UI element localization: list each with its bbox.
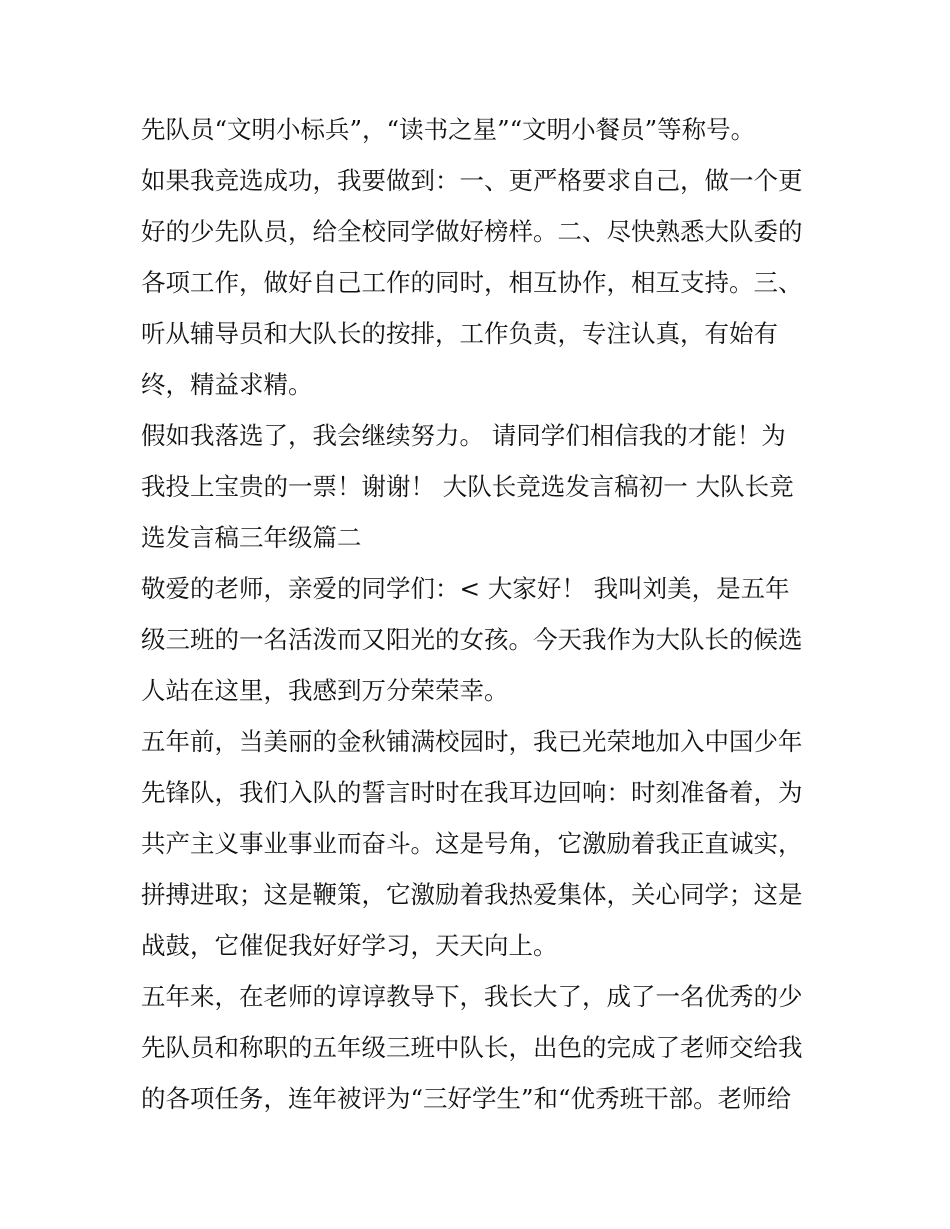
text-line: 先队员和称职的五年级三班中队长，出色的完成了老师交给我 xyxy=(141,1033,803,1062)
text-line: 敬爱的老师，亲爱的同学们：< 大家好！ 我叫刘美，是五年 xyxy=(141,574,790,603)
text-line: 选发言稿三年级篇二 xyxy=(141,523,362,552)
text-line: 先锋队，我们入队的誓言时时在我耳边回响：时刻准备着，为 xyxy=(141,778,803,807)
document-body xyxy=(141,104,821,1124)
text-line: 好的少先队员，给全校同学做好榜样。二、尽快熟悉大队委的 xyxy=(141,217,803,246)
text-line: 五年前，当美丽的金秋铺满校园时，我已光荣地加入中国少年 xyxy=(141,727,803,756)
text-line: 听从辅导员和大队长的按排，工作负责，专注认真，有始有 xyxy=(141,319,778,348)
text-line: 人站在这里，我感到万分荣荣幸。 xyxy=(141,676,509,705)
text-line: 共产主义事业事业而奋斗。这是号角，它激励着我正直诚实， xyxy=(141,829,803,858)
text-line: 拼搏进取；这是鞭策，它激励着我热爱集体，关心同学；这是 xyxy=(141,880,803,909)
text-line: 五年来，在老师的谆谆教导下，我长大了，成了一名优秀的少 xyxy=(141,982,803,1011)
text-line: 如果我竞选成功，我要做到：一、更严格要求自己，做一个更 xyxy=(141,166,803,195)
text-line: 的各项任务，连年被评为“三好学生”和“优秀班干部。老师给 xyxy=(141,1084,792,1113)
text-line: 假如我落选了，我会继续努力。 请同学们相信我的才能！为 xyxy=(141,421,786,450)
text-line: 先队员“文明小标兵”，“读书之星”“文明小餐员”等称号。 xyxy=(141,115,756,144)
text-line: 各项工作，做好自己工作的同时，相互协作，相互支持。三、 xyxy=(141,268,803,297)
text-line: 战鼓，它催促我好好学习，天天向上。 xyxy=(141,931,558,960)
text-line: 我投上宝贵的一票！谢谢！ 大队长竞选发言稿初一 大队长竞 xyxy=(141,472,794,501)
text-line: 级三班的一名活泼而又阳光的女孩。今天我作为大队长的候选 xyxy=(141,625,803,654)
text-line: 终，精益求精。 xyxy=(141,370,313,399)
